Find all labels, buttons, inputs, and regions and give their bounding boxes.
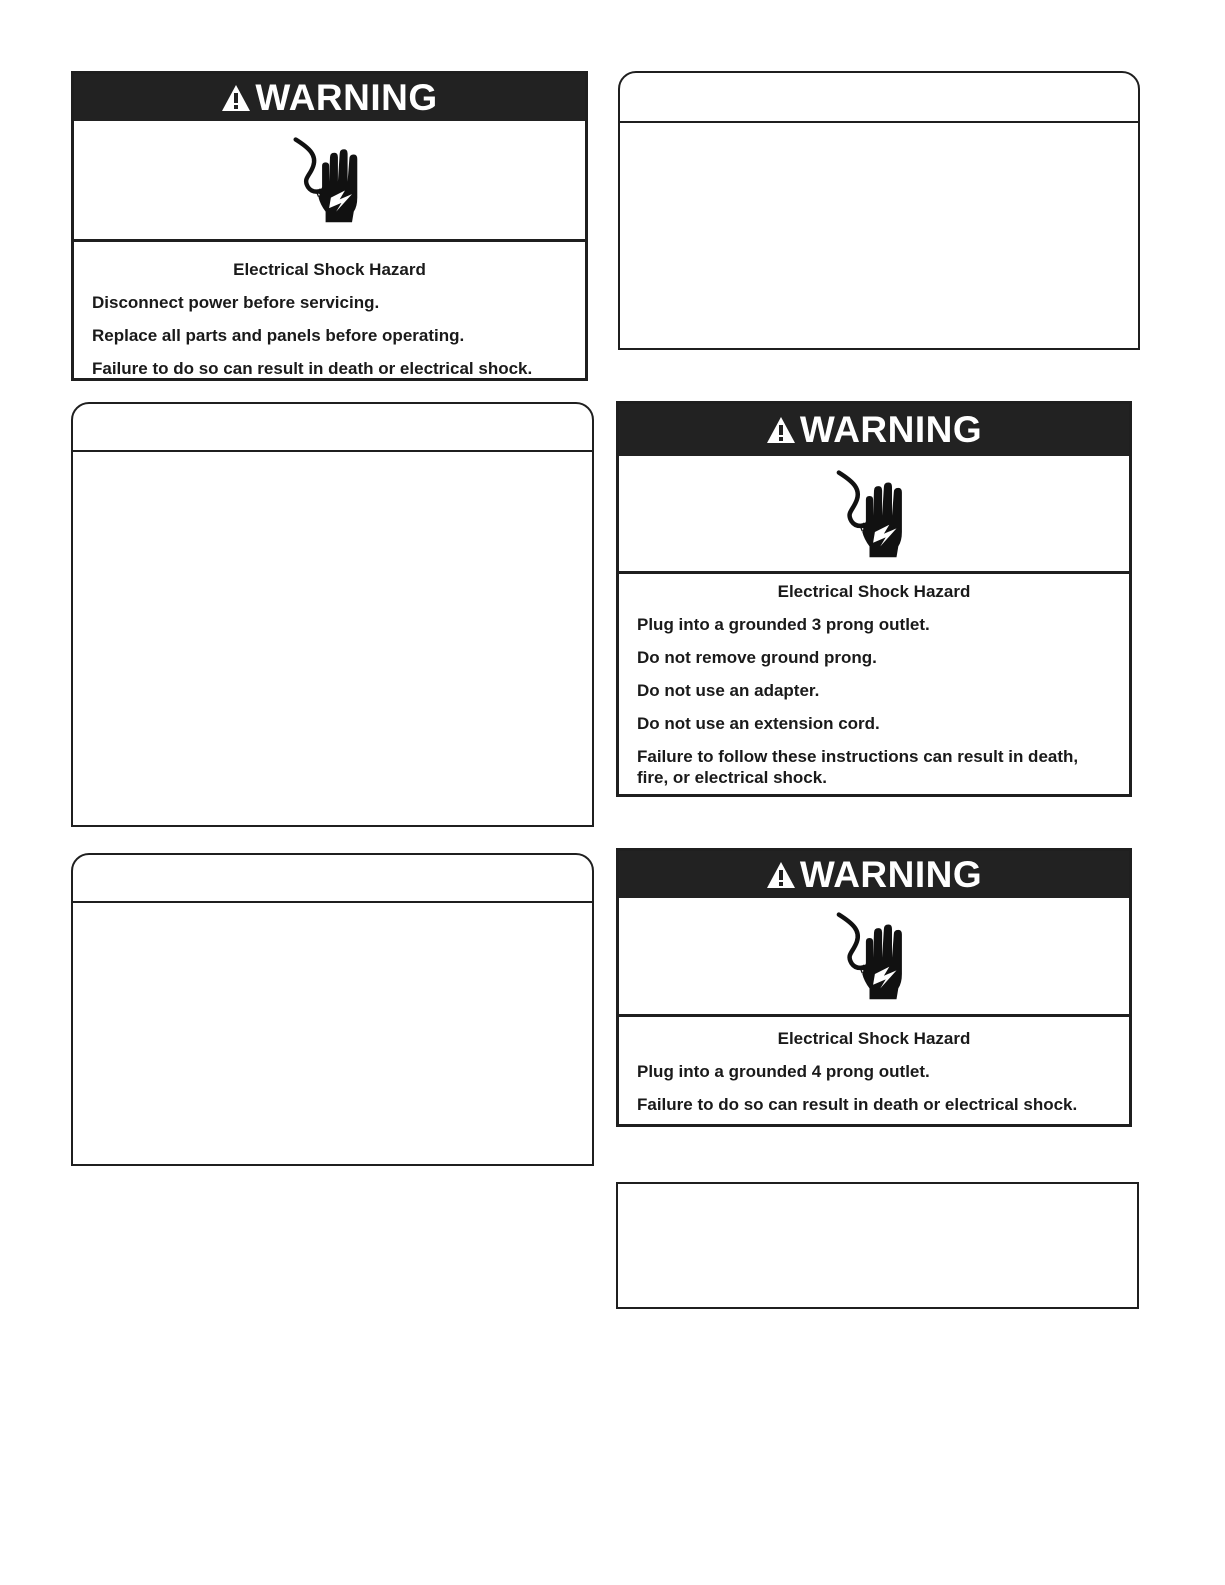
warning-line: Do not use an extension cord. [637,714,880,733]
electrical-shock-hand-icon [290,136,370,224]
blank-panel-3 [71,853,594,1166]
warning-box-2 [616,401,1132,797]
warning-line: Do not remove ground prong. [637,648,877,667]
icon-area [74,121,585,242]
warning-line: Plug into a grounded 3 prong outlet. [637,615,930,634]
hazard-title: Electrical Shock Hazard [777,1029,971,1048]
warning-box-1 [71,71,588,381]
warning-line: Plug into a grounded 4 prong outlet. [637,1062,930,1081]
warning-text [619,1017,1129,1115]
warning-header: WARNING [74,74,585,121]
hazard-title: Electrical Shock Hazard [777,582,971,601]
warning-line: Failure to do so can result in death or electrical shock. [92,359,533,378]
warning-line: Replace all parts and panels before operating. [92,326,465,345]
blank-panel-1 [618,71,1140,350]
warning-line: Disconnect power before servicing. [92,293,380,312]
icon-area [619,456,1129,574]
blank-panel-2 [71,402,594,827]
panel-divider [620,121,1138,123]
blank-panel-4 [616,1182,1139,1309]
warning-text [74,242,585,379]
warning-triangle-icon [766,861,796,889]
electrical-shock-hand-icon [833,469,915,559]
panel-divider [73,450,592,452]
warning-header: WARNING [619,404,1129,456]
electrical-shock-hand-icon [833,911,915,1001]
hazard-title: Electrical Shock Hazard [233,260,426,279]
icon-area [619,898,1129,1017]
warning-triangle-icon [221,84,251,112]
warning-header: WARNING [619,851,1129,898]
warning-line: Failure to follow these instructions can result in death, fire, or electrical shock. [637,747,1079,787]
panel-divider [73,901,592,903]
warning-triangle-icon [766,416,796,444]
warning-line: Failure to do so can result in death or electrical shock. [637,1095,1078,1114]
warning-text [619,574,1129,788]
warning-line: Do not use an adapter. [637,681,820,700]
warning-box-3 [616,848,1132,1127]
